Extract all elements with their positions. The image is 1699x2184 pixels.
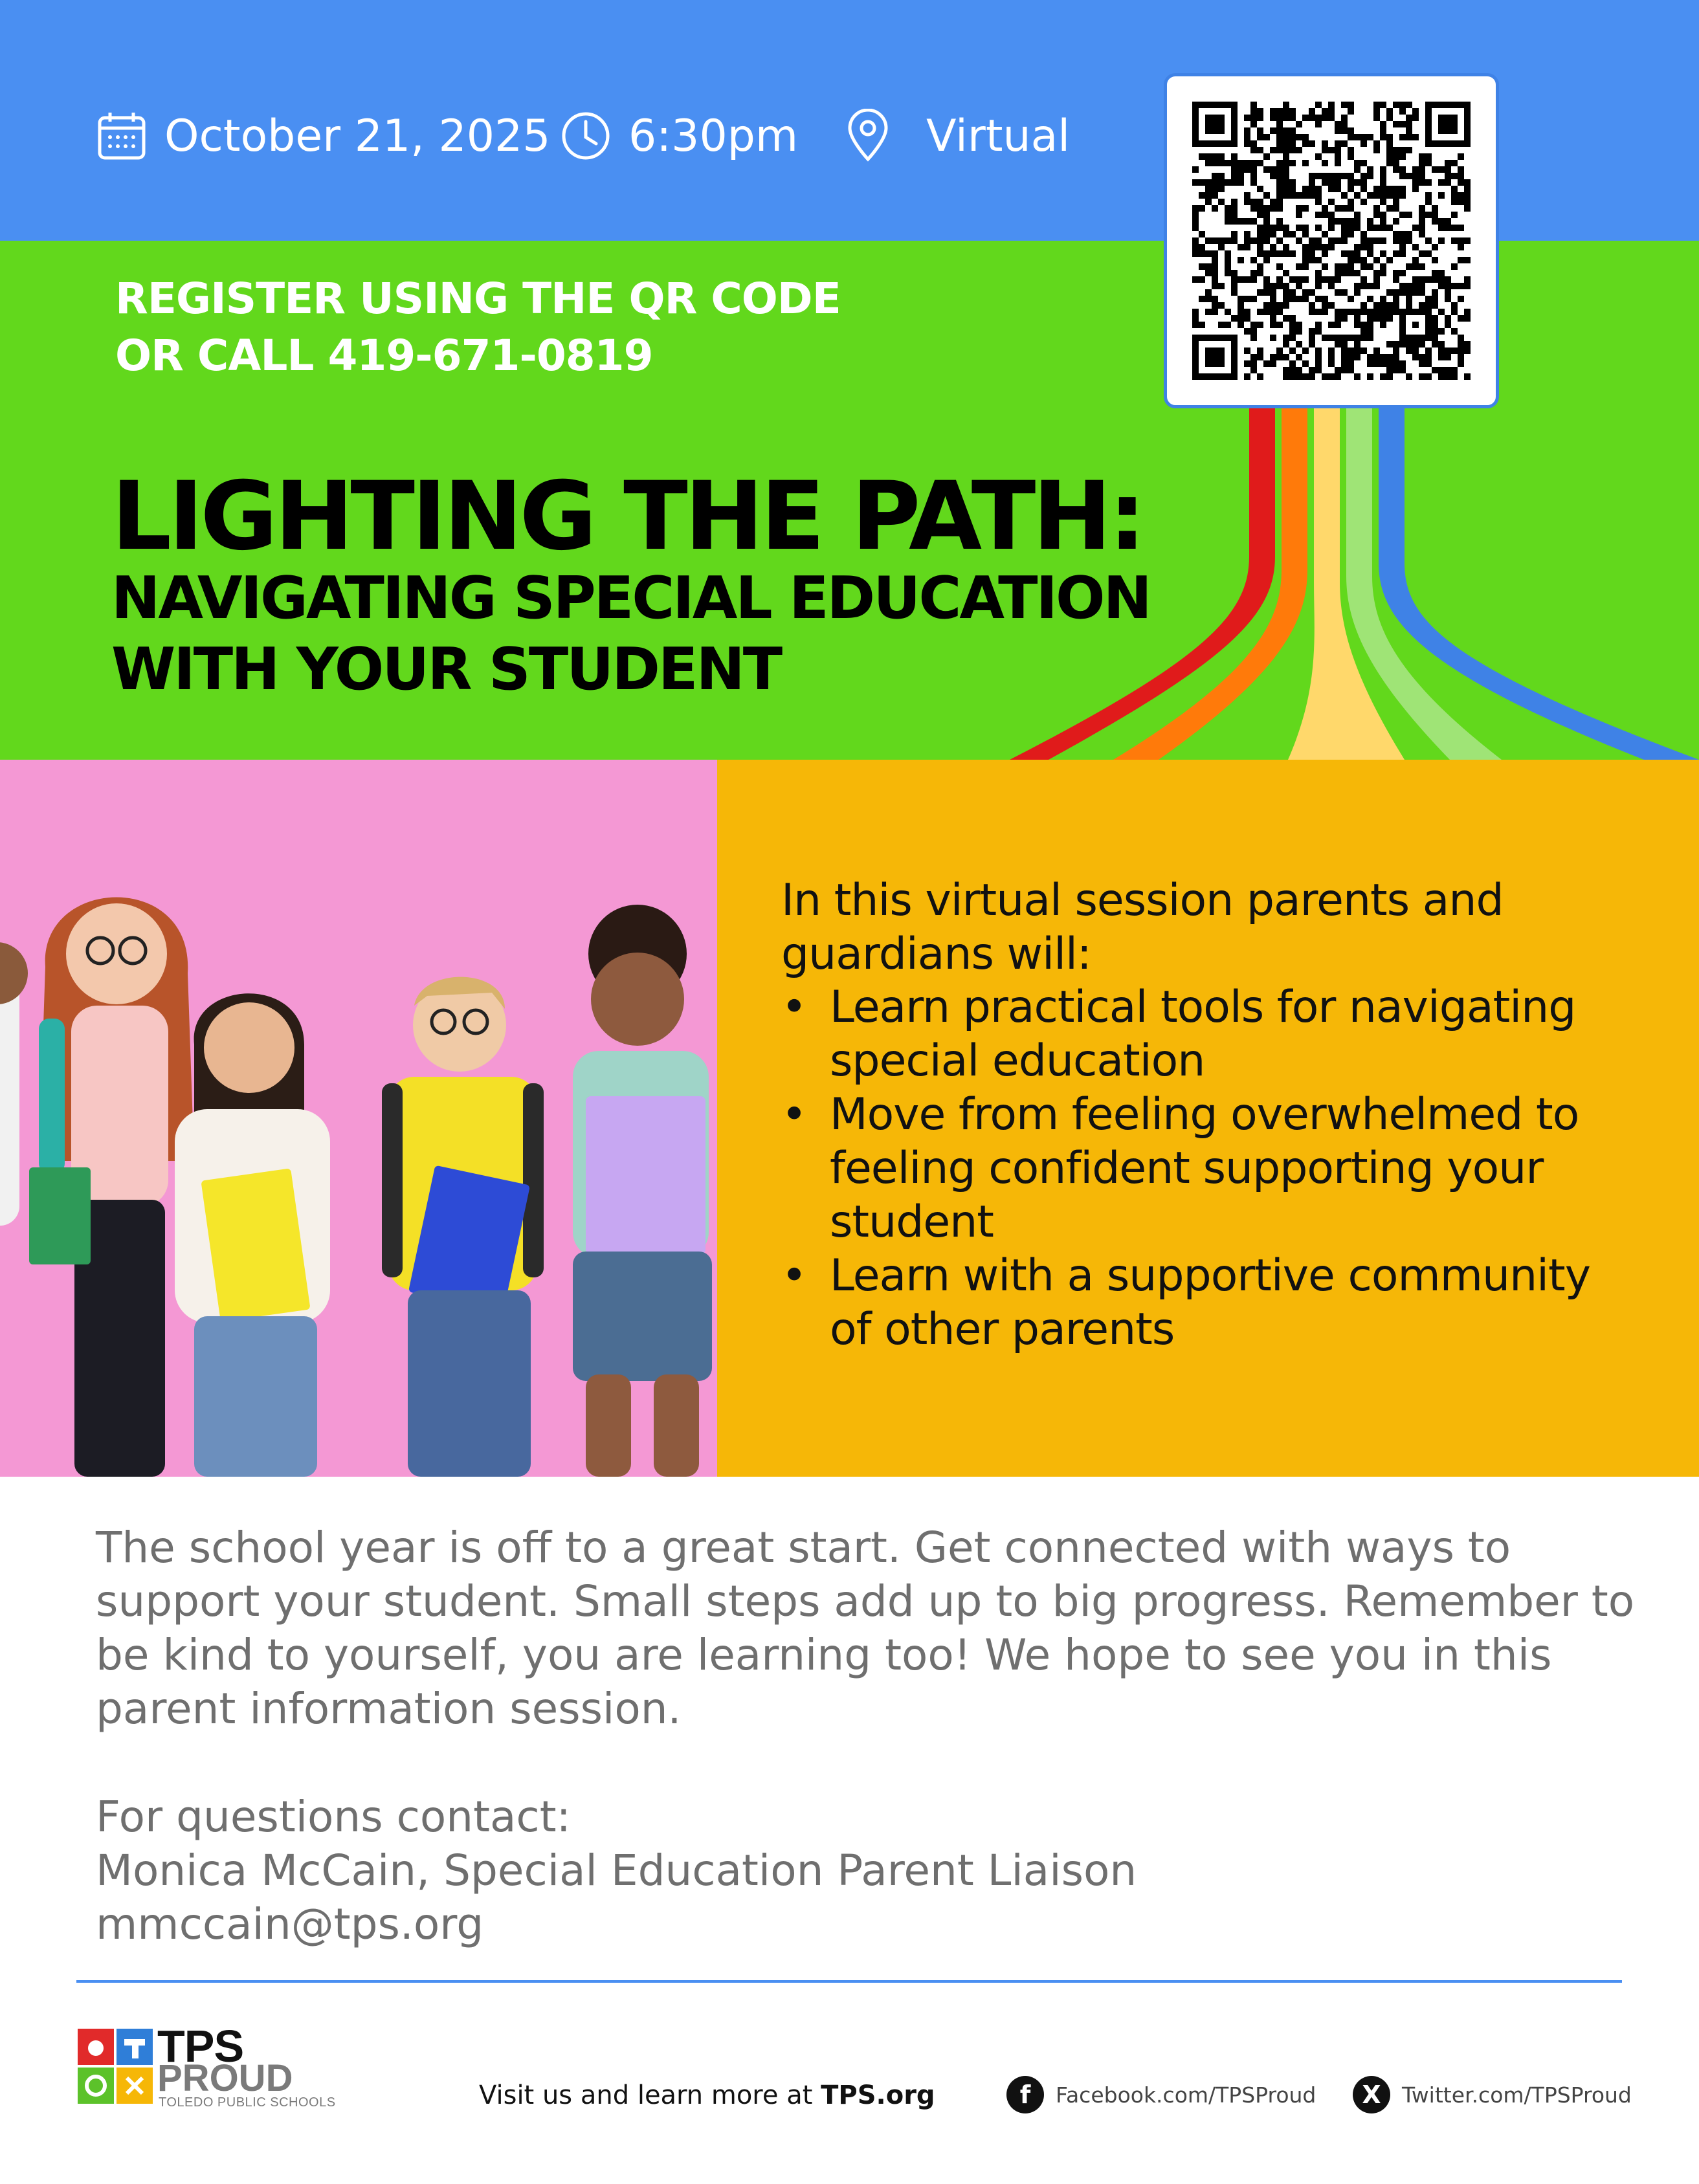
page-subtitle-line-1: NAVIGATING SPECIAL EDUCATION — [111, 564, 1150, 632]
facebook-link-text: Facebook.com/TPSProud — [1056, 2082, 1316, 2108]
students-photo — [0, 760, 717, 1477]
logo-proud-text: PROUD — [157, 2057, 293, 2099]
bullet-marker: • — [781, 1089, 807, 1140]
facebook-link[interactable] — [1006, 2076, 1316, 2113]
list-item — [781, 980, 1642, 1090]
logo-tps-text: TPS — [157, 2021, 244, 2071]
event-date — [96, 97, 551, 175]
bullet-text: Learn practical tools for navigating special education — [830, 982, 1576, 1086]
facebook-icon: f — [1006, 2076, 1044, 2113]
register-line-2: OR CALL 419-671-0819 — [115, 331, 653, 381]
twitter-link-text: Twitter.com/TPSProud — [1402, 2082, 1632, 2108]
register-line-1: REGISTER USING THE QR CODE — [115, 274, 841, 324]
event-time-text: 6:30pm — [628, 110, 799, 162]
list-item — [781, 1249, 1642, 1359]
visit-website — [479, 2080, 935, 2110]
bullet-text: Learn with a supportive community of other parents — [830, 1250, 1590, 1355]
qr-code[interactable] — [1164, 73, 1499, 408]
list-item — [781, 1088, 1642, 1250]
calendar-icon — [96, 110, 148, 162]
event-location — [845, 97, 1070, 175]
map-pin-icon — [845, 109, 891, 163]
website-link[interactable]: TPS.org — [821, 2080, 935, 2110]
event-time — [560, 97, 798, 175]
page-title: LIGHTING THE PATH: — [111, 461, 1143, 571]
register-instructions — [115, 270, 841, 384]
twitter-link[interactable] — [1353, 2076, 1632, 2113]
session-intro: In this virtual session parents and guardians will: — [781, 875, 1504, 980]
body-paragraph: The school year is off to a great start. Get connected with ways to support your student. Small steps add up to big progress. Remember to be kind to yourself, you are learning too! We hope to see you in this parent information session. — [96, 1523, 1635, 1734]
bullet-marker: • — [781, 982, 807, 1033]
logo-subtitle: TOLEDO PUBLIC SCHOOLS — [159, 2095, 336, 2110]
contact-name: Monica McCain, Special Education Parent Liaison — [96, 1846, 1137, 1895]
x-icon: X — [1353, 2076, 1390, 2113]
clock-icon — [560, 110, 612, 162]
event-date-text: October 21, 2025 — [164, 110, 551, 162]
tps-logo-mark — [78, 2029, 154, 2105]
footer-divider — [76, 1980, 1622, 1983]
event-location-text: Virtual — [926, 110, 1071, 162]
visit-text: Visit us and learn more at — [479, 2080, 821, 2110]
qr-code-image — [1192, 102, 1471, 380]
bullet-text: Move from feeling overwhelmed to feeling confident supporting your student — [830, 1089, 1579, 1248]
contact-heading: For questions contact: — [96, 1792, 571, 1842]
contact-email[interactable]: mmccain@tps.org — [96, 1899, 484, 1949]
page-subtitle-line-2: WITH YOUR STUDENT — [111, 635, 781, 703]
bullet-marker: • — [781, 1250, 807, 1301]
